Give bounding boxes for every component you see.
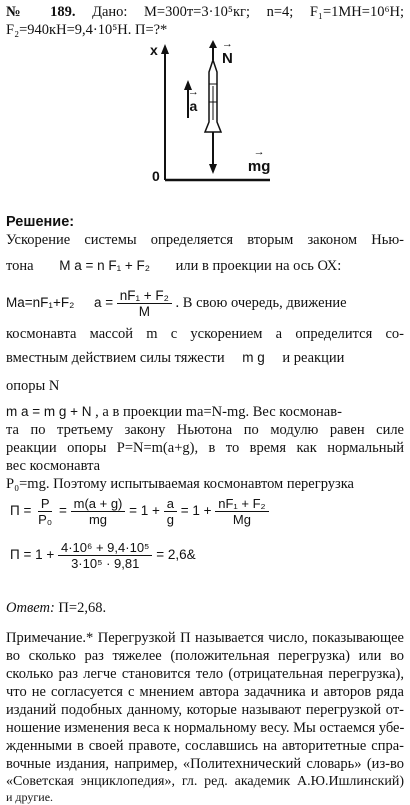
accel-label: → a bbox=[189, 98, 197, 114]
note-line-7: жденными в своей правоте, сославшись на авторитетные спра- bbox=[6, 738, 404, 754]
text-gravity: вместным действием силы тяжести bbox=[6, 350, 225, 366]
f1-nf: nF₁ + F₂ bbox=[215, 496, 268, 512]
problem-given-line1 bbox=[6, 4, 404, 21]
f2-lhs: П = 1 + bbox=[10, 547, 55, 563]
accel-eq-lhs: a = bbox=[93, 294, 114, 310]
f2-result: = 2,6& bbox=[156, 547, 196, 563]
note-line-8: вочные издания, например, «Политехнический словарь» (из-во bbox=[6, 756, 404, 772]
f1-Mg: Mg bbox=[232, 512, 251, 527]
answer-value: П=2,68. bbox=[58, 600, 107, 616]
f1-frac-p bbox=[35, 496, 55, 527]
f1-p: P bbox=[38, 496, 53, 512]
f1-eq2: = 1 + bbox=[129, 503, 160, 519]
given-values-1: M=300т=3·10⁵кг; n=4; F₁=1MH=10⁶H; bbox=[144, 4, 405, 20]
solution-line-9: реакции опоры P=N=m(a+g), в то время как нормальный bbox=[6, 440, 404, 456]
text-projection: или в проекции на ось ОХ: bbox=[175, 258, 342, 274]
text-tona: тона bbox=[6, 258, 34, 274]
note-line-1: Примечание.* Перегрузкой П называется число, показывающее bbox=[6, 630, 404, 646]
solution-line-4: космонавта массой m с ускорением a определится со- bbox=[6, 326, 404, 342]
solution-line-3 bbox=[6, 288, 404, 319]
solution-heading: Решение: bbox=[6, 214, 75, 230]
f1-m: m(a + g) bbox=[71, 496, 126, 512]
text-reaction: и реакции bbox=[282, 350, 345, 366]
note-line-4: что не согласуется с мнением автора задачника и авторов ряда bbox=[6, 684, 404, 700]
accel-fraction-den: M bbox=[138, 304, 150, 319]
note-line-3: сколько раз легче становится тело (отрицательная перегрузка), bbox=[6, 666, 404, 682]
note-line-6: ношение изменения веса к нормальному весу. Мы остаемся убе- bbox=[6, 720, 405, 736]
gravity-label: → mg bbox=[248, 158, 271, 175]
solution-line-1: Ускорение системы определяется вторым законом Нью- bbox=[6, 232, 404, 248]
f2-frac bbox=[58, 540, 152, 571]
rocket-icon bbox=[205, 60, 221, 132]
note-line-10: и другие. bbox=[6, 790, 54, 804]
answer-line bbox=[6, 600, 404, 617]
solution-line-10: вес космонавта bbox=[6, 458, 101, 474]
force-n-label: → N bbox=[222, 50, 233, 67]
note-line-5: изданий подобных данному, которые называют перегрузкой от- bbox=[6, 702, 404, 718]
text-in-turn: . В свою очередь, движение bbox=[175, 294, 347, 311]
rocket-diagram bbox=[0, 40, 410, 210]
f1-a: a bbox=[164, 496, 177, 512]
f1-frac-m bbox=[71, 496, 126, 527]
solution-line-2 bbox=[6, 258, 404, 275]
solution-line-11: P₀=mg. Поэтому испытываемая космонавтом перегрузка bbox=[6, 476, 354, 492]
f2-den: 3·10⁵ · 9,81 bbox=[71, 556, 140, 571]
overload-numeric bbox=[10, 540, 196, 571]
f1-g: g bbox=[166, 512, 174, 527]
axis-x-label: x bbox=[150, 42, 158, 58]
f1-lhs: П = bbox=[10, 503, 32, 519]
newton-equation: M a = n F₁ + F₂ bbox=[59, 258, 151, 273]
note-line-2: во сколько раз тяжелее (положительная перегрузка) или во bbox=[6, 648, 404, 664]
note-line-9: «Советская энциклопедия», гл. ред. академик А.Ю.Ишлинский) bbox=[6, 774, 404, 789]
solution-line-6: опоры N bbox=[6, 378, 60, 394]
given-label: Дано: bbox=[92, 4, 128, 20]
problem-number: № 189. bbox=[6, 4, 76, 20]
text-projection-2: , а в проекции ma=N-mg. Вес космонав- bbox=[95, 404, 342, 420]
f2-num: 4·10⁶ + 9,4·10⁵ bbox=[58, 540, 152, 556]
f1-frac-nf bbox=[215, 496, 268, 527]
cosmonaut-equation: m a = m g + N bbox=[6, 404, 92, 419]
f1-p0: P₀ bbox=[38, 512, 53, 527]
accel-fraction bbox=[117, 288, 172, 319]
accel-fraction-num: nF₁ + F₂ bbox=[117, 288, 172, 304]
overload-formula bbox=[10, 496, 269, 527]
problem-given-line2: F₂=940кН=9,4·10⁵Н. П=?* bbox=[6, 22, 168, 38]
gravity-vector: m g bbox=[242, 350, 265, 365]
f1-mg: mg bbox=[88, 512, 108, 527]
projection-equation: Ma=nF₁+F₂ bbox=[6, 294, 75, 310]
origin-label: 0 bbox=[152, 168, 160, 184]
f1-eq1: = bbox=[58, 503, 67, 519]
f1-frac-ag bbox=[164, 496, 177, 527]
solution-line-8: та по третьему закону Ньютона по модулю равен силе bbox=[6, 422, 404, 438]
solution-line-5 bbox=[6, 350, 404, 367]
f1-eq3: = 1 + bbox=[180, 503, 212, 519]
solution-line-7 bbox=[6, 404, 404, 421]
answer-label: Ответ: bbox=[6, 600, 55, 616]
